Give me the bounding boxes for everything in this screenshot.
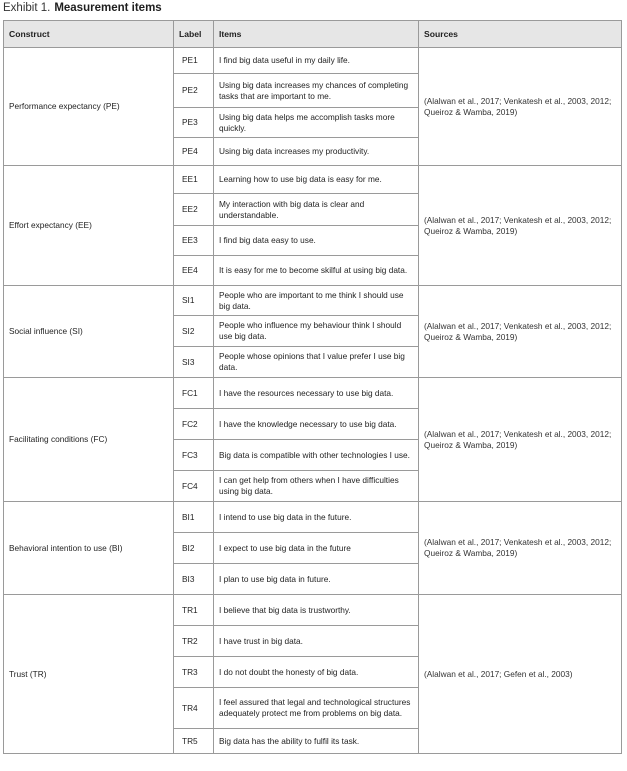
- label-cell: FC2: [174, 409, 214, 440]
- label-cell: TR4: [174, 688, 214, 729]
- label-cell: BI3: [174, 564, 214, 595]
- label-cell: TR2: [174, 626, 214, 657]
- item-cell: Using big data increases my chances of completing tasks that are important to me.: [214, 74, 419, 108]
- table-row: [4, 378, 622, 409]
- construct-cell: Social influence (SI): [4, 286, 174, 378]
- construct-cell: Effort expectancy (EE): [4, 166, 174, 286]
- label-cell: TR5: [174, 729, 214, 754]
- exhibit-number: Exhibit 1.: [3, 2, 51, 14]
- sources-cell: (Alalwan et al., 2017; Venkatesh et al., 2003, 2012; Queiroz & Wamba, 2019): [419, 286, 622, 378]
- table-row: [4, 166, 622, 194]
- measurement-items-table: [3, 20, 622, 754]
- exhibit-title: Measurement items: [54, 2, 162, 14]
- item-cell: It is easy for me to become skilful at using big data.: [214, 256, 419, 286]
- table-row: [4, 595, 622, 626]
- label-cell: TR3: [174, 657, 214, 688]
- label-cell: FC3: [174, 440, 214, 471]
- item-cell: I have the knowledge necessary to use big data.: [214, 409, 419, 440]
- item-cell: Big data has the ability to fulfil its task.: [214, 729, 419, 754]
- item-cell: People whose opinions that I value prefer I use big data.: [214, 347, 419, 378]
- item-cell: I feel assured that legal and technological structures adequately protect me from problems on big data.: [214, 688, 419, 729]
- header-items: Items: [214, 21, 419, 48]
- label-cell: FC1: [174, 378, 214, 409]
- item-cell: Using big data increases my productivity.: [214, 138, 419, 166]
- label-cell: EE1: [174, 166, 214, 194]
- item-cell: I find big data easy to use.: [214, 226, 419, 256]
- label-cell: TR1: [174, 595, 214, 626]
- label-cell: FC4: [174, 471, 214, 502]
- label-cell: PE4: [174, 138, 214, 166]
- sources-cell: (Alalwan et al., 2017; Venkatesh et al., 2003, 2012; Queiroz & Wamba, 2019): [419, 502, 622, 595]
- label-cell: PE2: [174, 74, 214, 108]
- item-cell: Using big data helps me accomplish tasks more quickly.: [214, 108, 419, 138]
- label-cell: EE3: [174, 226, 214, 256]
- table-row: [4, 502, 622, 533]
- label-cell: SI3: [174, 347, 214, 378]
- header-sources: Sources: [419, 21, 622, 48]
- item-cell: Learning how to use big data is easy for me.: [214, 166, 419, 194]
- item-cell: People who are important to me think I should use big data.: [214, 286, 419, 316]
- sources-cell: (Alalwan et al., 2017; Gefen et al., 2003): [419, 595, 622, 754]
- label-cell: BI1: [174, 502, 214, 533]
- item-cell: I have trust in big data.: [214, 626, 419, 657]
- construct-cell: Performance expectancy (PE): [4, 48, 174, 166]
- sources-cell: (Alalwan et al., 2017; Venkatesh et al., 2003, 2012; Queiroz & Wamba, 2019): [419, 48, 622, 166]
- item-cell: My interaction with big data is clear and understandable.: [214, 194, 419, 226]
- label-cell: EE4: [174, 256, 214, 286]
- item-cell: Big data is compatible with other technologies I use.: [214, 440, 419, 471]
- table-row: [4, 286, 622, 316]
- item-cell: I believe that big data is trustworthy.: [214, 595, 419, 626]
- sources-cell: (Alalwan et al., 2017; Venkatesh et al., 2003, 2012; Queiroz & Wamba, 2019): [419, 166, 622, 286]
- exhibit-caption: [3, 0, 162, 17]
- item-cell: I intend to use big data in the future.: [214, 502, 419, 533]
- item-cell: People who influence my behaviour think I should use big data.: [214, 316, 419, 347]
- label-cell: EE2: [174, 194, 214, 226]
- label-cell: PE1: [174, 48, 214, 74]
- header-label: Label: [174, 21, 214, 48]
- header-construct: Construct: [4, 21, 174, 48]
- construct-cell: Trust (TR): [4, 595, 174, 754]
- construct-cell: Facilitating conditions (FC): [4, 378, 174, 502]
- label-cell: SI1: [174, 286, 214, 316]
- item-cell: I plan to use big data in future.: [214, 564, 419, 595]
- construct-cell: Behavioral intention to use (BI): [4, 502, 174, 595]
- sources-cell: (Alalwan et al., 2017; Venkatesh et al., 2003, 2012; Queiroz & Wamba, 2019): [419, 378, 622, 502]
- label-cell: BI2: [174, 533, 214, 564]
- header-row: [4, 21, 622, 48]
- table-row: [4, 48, 622, 74]
- label-cell: SI2: [174, 316, 214, 347]
- item-cell: I can get help from others when I have difficulties using big data.: [214, 471, 419, 502]
- item-cell: I expect to use big data in the future: [214, 533, 419, 564]
- table-body: [4, 48, 622, 754]
- item-cell: I do not doubt the honesty of big data.: [214, 657, 419, 688]
- item-cell: I find big data useful in my daily life.: [214, 48, 419, 74]
- item-cell: I have the resources necessary to use big data.: [214, 378, 419, 409]
- label-cell: PE3: [174, 108, 214, 138]
